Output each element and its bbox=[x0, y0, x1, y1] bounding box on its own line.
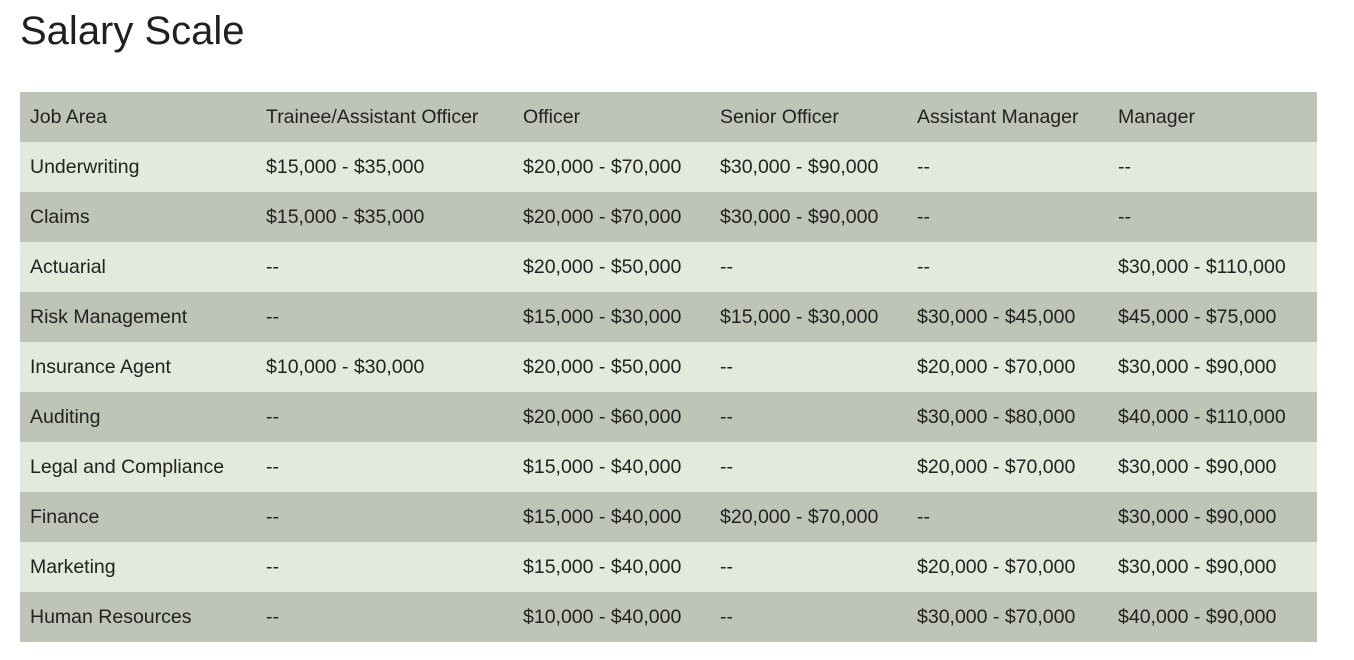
salary-cell: $30,000 - $90,000 bbox=[1118, 355, 1277, 378]
table-row bbox=[20, 492, 1317, 542]
salary-cell: -- bbox=[266, 455, 279, 478]
salary-cell: $15,000 - $35,000 bbox=[266, 205, 425, 228]
salary-table bbox=[20, 92, 1317, 642]
salary-cell: $20,000 - $60,000 bbox=[523, 405, 682, 428]
salary-cell: $15,000 - $40,000 bbox=[523, 505, 682, 528]
salary-cell: $20,000 - $70,000 bbox=[523, 205, 682, 228]
column-header-trainee-assistant-officer: Trainee/Assistant Officer bbox=[266, 105, 479, 128]
salary-cell: $30,000 - $90,000 bbox=[1118, 505, 1277, 528]
salary-cell: -- bbox=[720, 255, 733, 278]
column-header-senior-officer: Senior Officer bbox=[720, 105, 839, 128]
job-area-cell: Underwriting bbox=[30, 155, 140, 178]
salary-cell: $30,000 - $90,000 bbox=[720, 155, 879, 178]
salary-cell: $10,000 - $30,000 bbox=[266, 355, 425, 378]
table-row bbox=[20, 542, 1317, 592]
column-header-job-area: Job Area bbox=[30, 105, 107, 128]
table-row bbox=[20, 392, 1317, 442]
salary-cell: -- bbox=[1118, 205, 1131, 228]
salary-cell: $40,000 - $90,000 bbox=[1118, 605, 1277, 628]
salary-cell: -- bbox=[1118, 155, 1131, 178]
salary-cell: -- bbox=[266, 405, 279, 428]
salary-cell: -- bbox=[917, 205, 930, 228]
salary-cell: -- bbox=[266, 305, 279, 328]
salary-cell: $20,000 - $70,000 bbox=[917, 355, 1076, 378]
table-row bbox=[20, 292, 1317, 342]
salary-cell: $30,000 - $110,000 bbox=[1118, 255, 1286, 278]
salary-cell: -- bbox=[720, 605, 733, 628]
job-area-cell: Risk Management bbox=[30, 305, 188, 328]
job-area-cell: Legal and Compliance bbox=[30, 455, 225, 478]
salary-cell: $30,000 - $80,000 bbox=[917, 405, 1076, 428]
salary-cell: $20,000 - $70,000 bbox=[523, 155, 682, 178]
salary-cell: -- bbox=[917, 505, 930, 528]
salary-cell: $30,000 - $90,000 bbox=[720, 205, 879, 228]
salary-cell: $15,000 - $40,000 bbox=[523, 555, 682, 578]
table-row bbox=[20, 242, 1317, 292]
salary-cell: $30,000 - $70,000 bbox=[917, 605, 1076, 628]
page-title: Salary Scale bbox=[20, 9, 245, 53]
salary-cell: -- bbox=[917, 255, 930, 278]
column-header-officer: Officer bbox=[523, 105, 581, 128]
salary-cell: -- bbox=[917, 155, 930, 178]
salary-cell: $45,000 - $75,000 bbox=[1118, 305, 1277, 328]
table-row bbox=[20, 192, 1317, 242]
column-header-assistant-manager: Assistant Manager bbox=[917, 105, 1079, 128]
job-area-cell: Actuarial bbox=[30, 255, 106, 278]
job-area-cell: Insurance Agent bbox=[30, 355, 171, 378]
salary-cell: -- bbox=[720, 555, 733, 578]
table-row bbox=[20, 342, 1317, 392]
salary-cell: -- bbox=[720, 405, 733, 428]
job-area-cell: Finance bbox=[30, 505, 100, 528]
salary-cell: $20,000 - $70,000 bbox=[917, 455, 1076, 478]
salary-cell: $20,000 - $50,000 bbox=[523, 255, 682, 278]
salary-cell: $15,000 - $40,000 bbox=[523, 455, 682, 478]
salary-cell: -- bbox=[266, 255, 279, 278]
job-area-cell: Auditing bbox=[30, 405, 101, 428]
job-area-cell: Claims bbox=[30, 205, 90, 228]
salary-cell: $40,000 - $110,000 bbox=[1118, 405, 1286, 428]
salary-cell: $15,000 - $30,000 bbox=[523, 305, 682, 328]
table-row bbox=[20, 442, 1317, 492]
salary-cell: -- bbox=[266, 505, 279, 528]
salary-cell: -- bbox=[720, 355, 733, 378]
job-area-cell: Human Resources bbox=[30, 605, 192, 628]
table-row bbox=[20, 142, 1317, 192]
salary-cell: -- bbox=[720, 455, 733, 478]
salary-cell: $15,000 - $30,000 bbox=[720, 305, 879, 328]
salary-cell: $30,000 - $45,000 bbox=[917, 305, 1076, 328]
salary-cell: -- bbox=[266, 555, 279, 578]
table-header-row bbox=[20, 92, 1317, 142]
salary-cell: $30,000 - $90,000 bbox=[1118, 555, 1277, 578]
table-row bbox=[20, 592, 1317, 642]
column-header-manager: Manager bbox=[1118, 105, 1195, 128]
salary-cell: $20,000 - $70,000 bbox=[720, 505, 879, 528]
salary-cell: $20,000 - $70,000 bbox=[917, 555, 1076, 578]
job-area-cell: Marketing bbox=[30, 555, 116, 578]
salary-cell: $15,000 - $35,000 bbox=[266, 155, 425, 178]
salary-cell: $20,000 - $50,000 bbox=[523, 355, 682, 378]
salary-cell: $30,000 - $90,000 bbox=[1118, 455, 1277, 478]
salary-cell: -- bbox=[266, 605, 279, 628]
salary-cell: $10,000 - $40,000 bbox=[523, 605, 682, 628]
